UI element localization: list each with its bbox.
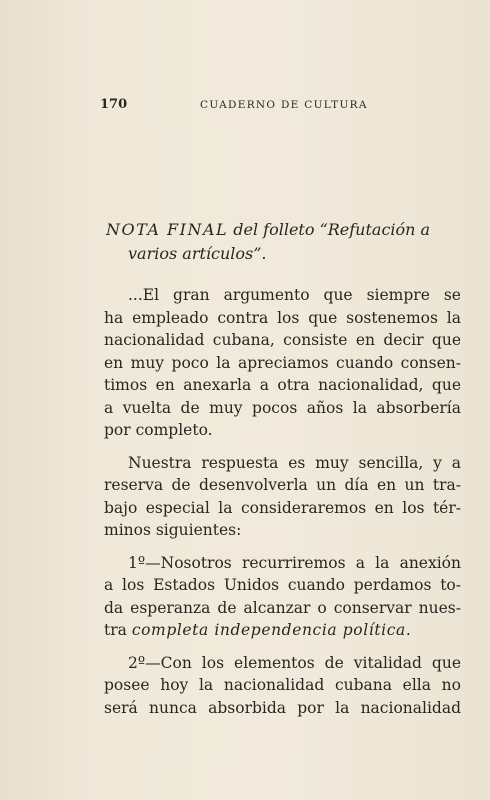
heading-rest: del folleto “Refutación a: [228, 220, 431, 239]
paragraph-3: [104, 552, 461, 642]
text-line: Nuestra respuesta es muy sencilla, y a: [128, 453, 461, 472]
text-line: da esperanza de alcanzar o conservar nues-: [104, 598, 461, 617]
text-line: 2º—Con los elementos de vitalidad que: [128, 653, 461, 672]
text-line: será nunca absorbida por la nacionalidad: [104, 698, 461, 717]
text-line: a los Estados Unidos cuando perdamos to-: [104, 576, 461, 594]
text-line: por completo.: [104, 421, 213, 439]
text-fragment: tra: [104, 621, 132, 639]
text-line: a vuelta de muy pocos años la absorbería: [104, 398, 461, 417]
text-line: reserva de desenvolverla un día en un tra-: [104, 476, 461, 494]
heading-line-2: varios artículos”.: [128, 244, 267, 263]
heading-line-1: [106, 218, 461, 242]
text-line: minos siguientes:: [104, 521, 242, 539]
section-heading: [106, 218, 461, 266]
text-line: posee hoy la nacionalidad cubana ella no: [104, 676, 461, 694]
paragraph-1: [104, 284, 461, 442]
italic-emphasis: completa independencia política: [131, 621, 406, 639]
text-line: 1º—Nosotros recurriremos a la anexión: [128, 553, 461, 572]
text-fragment: .: [405, 621, 411, 639]
text-line: ha empleado contra los que sostenemos la: [104, 308, 461, 327]
text-line: [104, 619, 461, 642]
page-number: 170: [100, 97, 128, 112]
paragraph-2: [104, 452, 461, 542]
text-line: bajo especial la consideraremos en los tér-: [104, 498, 461, 517]
paragraph-4: [104, 652, 461, 720]
body-text: [104, 284, 461, 729]
heading-caps: NOTA FINAL: [106, 220, 229, 239]
running-head-title: CUADERNO DE CULTURA: [200, 99, 368, 111]
text-line: en muy poco la apreciamos cuando consen-: [104, 353, 461, 372]
text-line: timos en anexarla a otra nacionalidad, que: [104, 376, 461, 394]
text-line: nacionalidad cubana, consiste en decir que: [104, 331, 461, 349]
text-line: ...El gran argumento que siempre se: [128, 286, 461, 304]
running-head: [100, 97, 462, 117]
